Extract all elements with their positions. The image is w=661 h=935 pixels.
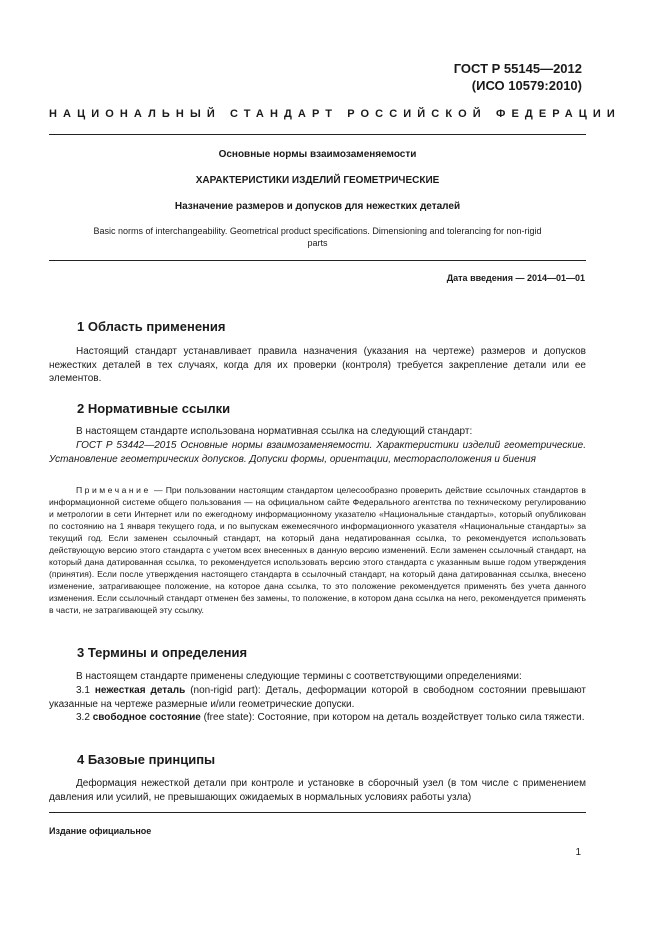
english-title xyxy=(60,226,575,249)
term-3-1-name: нежесткая деталь xyxy=(94,685,186,696)
section-4-heading: 4 Базовые принципы xyxy=(77,752,216,767)
section-3-heading: 3 Термины и определения xyxy=(77,645,248,660)
official-edition-label: Издание официальное xyxy=(49,826,152,836)
header-rule xyxy=(49,134,586,135)
section-3-text: В настоящем стандарте применены следующие термины с соответствующими определениями: xyxy=(76,671,522,682)
section-4-text: Деформация нежесткой детали при контроле и установке в сборочный узел (в том числе с применением давления или усилий, не превышающих ожидаемых в нормальных условиях работы узла) xyxy=(49,778,586,803)
section-1-text: Настоящий стандарт устанавливает правила назначения (указания на чертеже) размеров и допусков нежестких деталей в тех случаях, когда для их проверки (контроля) требуется закрепление детали или ее элементов. xyxy=(49,346,586,385)
introduction-date: Дата введения — 2014—01—01 xyxy=(446,273,585,283)
term-3-1 xyxy=(49,684,586,711)
note xyxy=(49,484,586,616)
term-3-2-name: свободное состояние xyxy=(92,712,201,723)
title-group: Основные нормы взаимозаменяемости xyxy=(218,149,417,160)
english-title-line-2: parts xyxy=(307,237,328,248)
term-3-2 xyxy=(49,711,586,725)
national-standard-banner: НАЦИОНАЛЬНЫЙ СТАНДАРТ РОССИЙСКОЙ ФЕДЕРАЦИИ xyxy=(49,108,621,120)
standard-number: ГОСТ Р 55145—2012 xyxy=(453,61,582,76)
term-3-2-number: 3.2 xyxy=(76,712,90,723)
section-2-heading: 2 Нормативные ссылки xyxy=(77,401,231,416)
title-rule xyxy=(49,260,586,261)
title-main: ХАРАКТЕРИСТИКИ ИЗДЕЛИЙ ГЕОМЕТРИЧЕСКИЕ xyxy=(195,175,440,186)
title-sub: Назначение размеров и допусков для нежестких деталей xyxy=(174,201,461,212)
english-title-line-1: Basic norms of interchangeability. Geometrical product specifications. Dimensioning and tolerancing for non-rigid xyxy=(93,226,542,236)
note-label: Примечание xyxy=(76,485,151,495)
iso-number: (ИСО 10579:2010) xyxy=(471,78,582,93)
page-number: 1 xyxy=(575,847,581,858)
term-3-2-definition: (free state): Состояние, при котором на деталь воздействует только сила тяжести. xyxy=(203,712,585,723)
section-2-text: В настоящем стандарте использована нормативная ссылка на следующий стандарт: xyxy=(76,426,473,437)
term-3-1-number: 3.1 xyxy=(76,685,90,696)
footer-rule xyxy=(49,812,586,813)
section-1-heading: 1 Область применения xyxy=(77,319,226,334)
term-3-1-definition: (non-rigid part): Деталь, деформации которой в свободном состоянии превышают указанные на чертеже размерные и/или геометрические допуски. xyxy=(49,685,587,710)
note-text: — При пользовании настоящим стандартом целесообразно проверить действие ссылочных стандартов в информационной системе общего пользования — на официальном сайте Федерального агентства по техническому регулированию и метрологии в сети Интернет или по ежегодному информационному указателю «Национальные стандарты», который опубликован по состоянию на 1 января текущего года, и по выпускам ежемесячного информационного указателя «Национальные стандарты» за текущий год. Если заменен ссылочный стандарт, на который дана недатированная ссылка, то рекомендуется использовать действующую версию этого стандарта с учетом всех внесенных в данную версию изменений. Если заменен ссылочный стандарт, на который дана датированная ссылка, то рекомендуется использовать версию этого стандарта с указанным выше годом утверждения (принятия). Если после утверждения настоящего стандарта в ссылочный стандарт, на который дана датированная ссылка, внесено изменение, затрагивающее положение, на которое дана ссылка, то это положение рекомендуется применять без учета данного изменения. Если ссылочный стандарт отменен без замены, то положение, в котором дана ссылка на него, рекомендуется применять в части, не затрагивающей эту ссылку. xyxy=(49,485,586,615)
normative-reference: ГОСТ Р 53442—2015 Основные нормы взаимозаменяемости. Характеристики изделий геометрические. Установление геометрических допусков. Допуски формы, ориентации, месторасположения и биения xyxy=(49,440,586,465)
